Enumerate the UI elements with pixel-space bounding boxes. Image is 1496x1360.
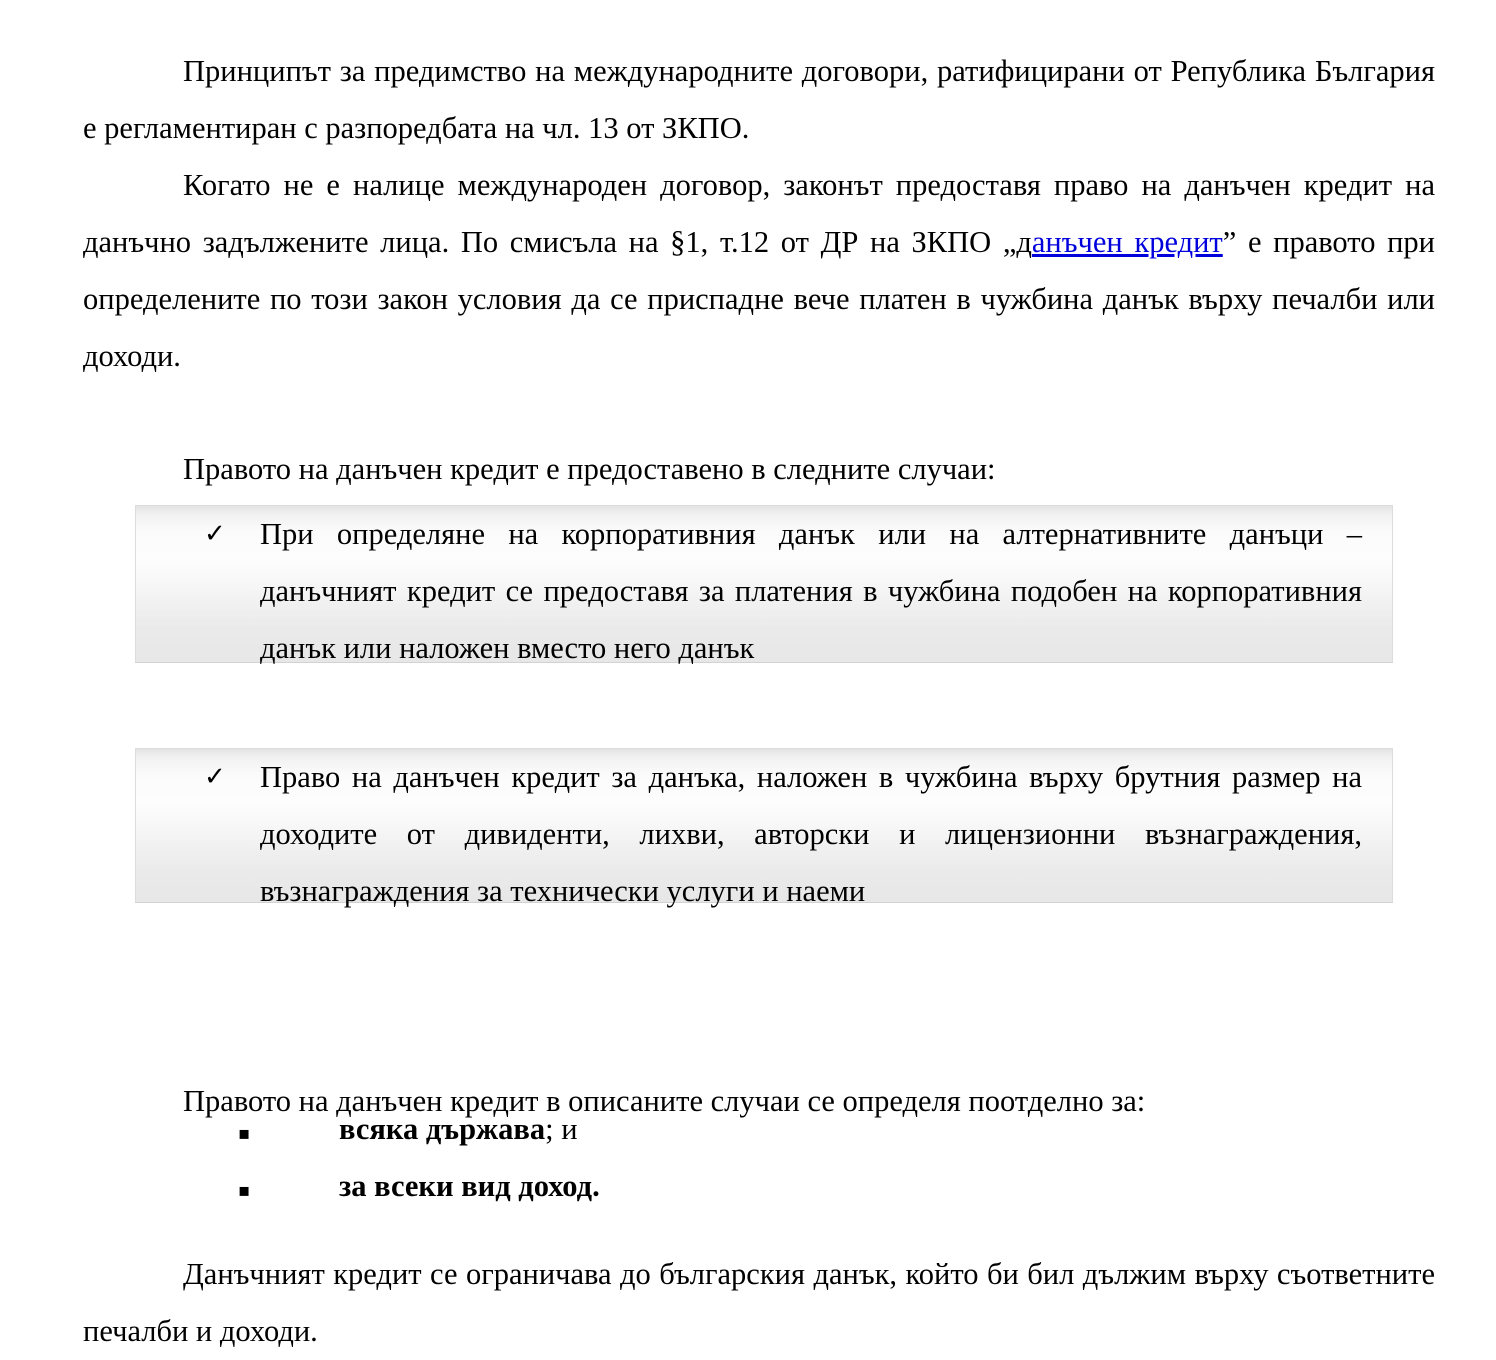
box-row [136,749,1392,920]
list-item-label-tail: ; и [545,1112,578,1146]
square-bullet-icon: ▪ [238,1180,251,1201]
list-item-label [304,1158,600,1215]
checkmark-icon: ✓ [204,762,226,792]
paragraph-tax-credit-definition [83,157,1435,385]
paragraph-international-treaties: Принципът за предимство на международните договори, ратифицирани от Република България е регламентиран с разпоредбата на чл. 13 от ЗКПО. [83,53,1435,145]
paragraph-determined-separately-intro: Правото на данъчен кредит в описаните случаи се определя поотделно за: [183,1083,1146,1118]
box-row [136,506,1392,677]
paragraph-cases-intro: Правото на данъчен кредит е предоставено в следните случаи: [183,451,996,486]
checkmark-icon: ✓ [204,519,226,549]
paragraph-text-after-link: ” е правото при определените по този закон условия да се приспадне вече платен в чужбина данък върху печалби или доходи. [83,224,1435,373]
paragraph-text-before-link: Когато не е налице международен договор, законът предоставя право на данъчен кредит на данъчно задължените лица. По смисъла на §1, т.12 от ДР на ЗКПО „д [83,167,1435,259]
tax-credit-link[interactable]: анъчен кредит [1031,224,1223,259]
shaded-box-case-2 [135,748,1393,908]
list-item-label-bold: за всеки вид доход. [339,1169,600,1203]
square-bullet-icon: ▪ [238,1123,251,1144]
box-case-1-text: При определяне на корпоративния данък или на алтернативните данъци – данъчният кредит се предоставя за платения в чужбина подобен на корпоративния данък или наложен вместо него данък [260,517,1362,665]
list-item [83,1101,1435,1158]
shaded-box-case-1 [135,505,1393,663]
list-item-label [304,1101,578,1158]
paragraph-credit-limitation: Данъчният кредит се ограничава до българския данък, който би бил дължим върху съответните печалби и доходи. [83,1256,1435,1348]
bullet-list [83,1101,1435,1215]
list-item [83,1158,1435,1215]
list-item-label-bold: всяка държава [339,1112,546,1146]
box-case-2-text: Право на данъчен кредит за данъка, наложен в чужбина върху брутния размер на доходите от дивиденти, лихви, авторски и лицензионни възнаграждения, възнаграждения за технически услуги и наеми [260,760,1362,908]
